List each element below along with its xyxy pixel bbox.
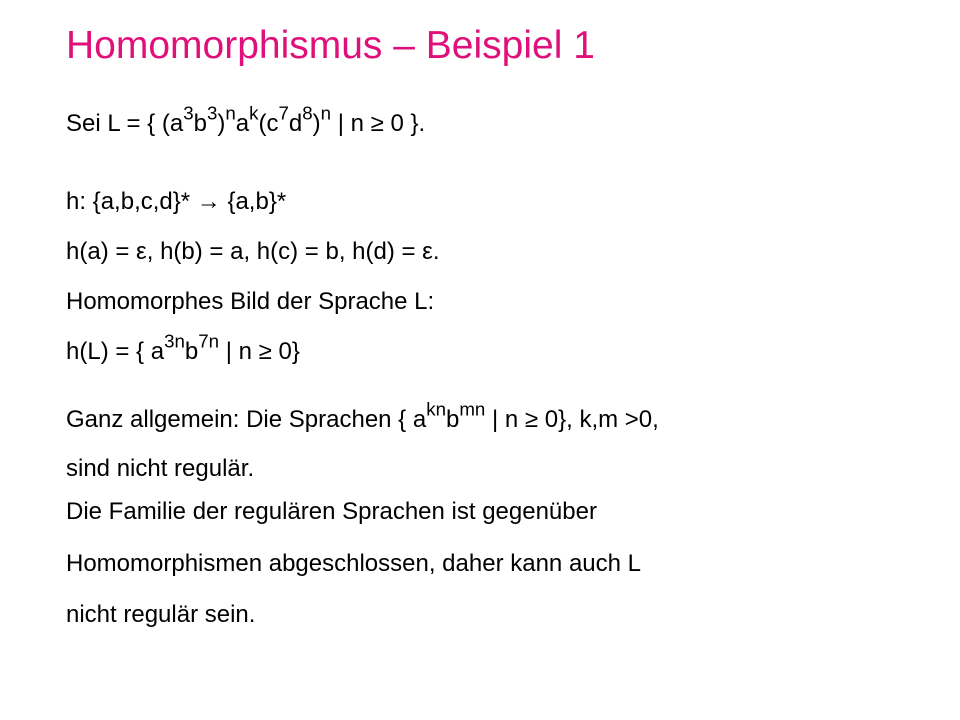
image-suffix: | n ≥ 0}	[219, 338, 300, 365]
exp-mn: mn	[459, 398, 486, 420]
lang-def-paren: )	[217, 110, 226, 137]
image-prefix: h(L) = { a	[66, 338, 165, 365]
exp-a: 3	[183, 102, 194, 124]
general-suffix: | n ≥ 0}, k,m >0,	[485, 406, 659, 433]
exp-3n: 3n	[164, 330, 185, 352]
homomorphism-mapping: h(a) = ε, h(b) = a, h(c) = b, h(d) = ε.	[66, 238, 440, 265]
general-prefix: Ganz allgemein: Die Sprachen { a	[66, 406, 427, 433]
exp-n2: n	[320, 102, 332, 124]
general-statement	[66, 398, 659, 434]
exp-kn: kn	[426, 398, 446, 420]
closure-text-2: Homomorphismen abgeschlossen, daher kann auch L	[66, 550, 642, 577]
exp-b: 3	[206, 102, 218, 124]
homomorphism-signature: h: {a,b,c,d}* → {a,b}*	[66, 188, 287, 215]
closure-text-3: nicht regulär sein.	[66, 601, 256, 628]
lang-def-b: b	[193, 110, 207, 137]
exp-n1: n	[225, 102, 236, 124]
lang-def-a: a	[235, 110, 250, 137]
exp-7n: 7n	[198, 330, 220, 352]
exp-d: 8	[302, 102, 313, 124]
lang-def-prefix: Sei L = { (a	[66, 110, 184, 137]
lang-def-c: (c	[258, 110, 279, 137]
exp-c: 7	[278, 102, 289, 124]
image-definition	[66, 330, 300, 366]
lang-def-suffix: | n ≥ 0 }.	[331, 110, 426, 137]
lang-def-paren2: )	[312, 110, 321, 137]
lang-def-d: d	[288, 110, 303, 137]
language-definition	[66, 102, 426, 138]
exp-k: k	[249, 102, 259, 124]
image-heading: Homomorphes Bild der Sprache L:	[66, 288, 435, 315]
not-regular-statement: sind nicht regulär.	[66, 455, 255, 482]
image-b: b	[184, 338, 199, 365]
closure-text-1: Die Familie der regulären Sprachen ist gegenüber	[66, 498, 597, 525]
slide-title: Homomorphismus – Beispiel 1	[66, 24, 595, 67]
general-b: b	[445, 406, 460, 433]
